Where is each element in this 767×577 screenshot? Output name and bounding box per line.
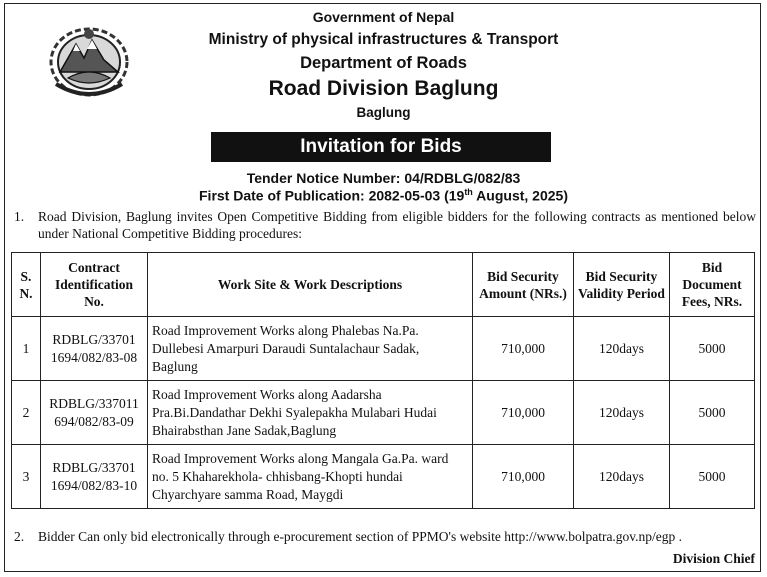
- invitation-banner: Invitation for Bids: [211, 132, 551, 162]
- header-validity-period: Bid Security Validity Period: [574, 253, 670, 317]
- row-bid-security-amount: 710,000: [473, 381, 574, 445]
- table-header-row: [12, 253, 755, 317]
- row-contract-id: RDBLG/33701 1694/082/83-08: [41, 317, 148, 381]
- header-contract-id: Contract Identification No.: [41, 253, 148, 317]
- row-document-fee: 5000: [670, 317, 755, 381]
- row-validity-period: 120days: [574, 381, 670, 445]
- row-sn: 1: [12, 317, 41, 381]
- row-validity-period: 120days: [574, 317, 670, 381]
- header-sn: S. N.: [12, 253, 41, 317]
- row-document-fee: 5000: [670, 381, 755, 445]
- header-work-description: Work Site & Work Descriptions: [148, 253, 473, 317]
- header-document-fees: Bid Document Fees, NRs.: [670, 253, 755, 317]
- paragraph-1-text: Road Division, Baglung invites Open Competitive Bidding from eligible bidders for the following contracts as mentioned below under National Competitive Bidding procedures:: [38, 209, 756, 241]
- ministry-title: Ministry of physical infrastructures & Transport: [208, 31, 559, 48]
- row-sn: 2: [12, 381, 41, 445]
- table-row: [12, 317, 755, 381]
- paragraph-2-number: 2.: [14, 529, 25, 544]
- row-contract-id: RDBLG/33701 1694/082/83-10: [41, 445, 148, 509]
- row-bid-security-amount: 710,000: [473, 445, 574, 509]
- table-row: [12, 445, 755, 509]
- department-title: Department of Roads: [300, 54, 467, 72]
- paragraph-1-number: 1.: [14, 209, 25, 224]
- row-bid-security-amount: 710,000: [473, 317, 574, 381]
- signatory-title: Division Chief: [672, 551, 755, 566]
- row-work-description: Road Improvement Works along Mangala Ga.Pa. ward no. 5 Khaharekhola- chhisbang-Khopti hundai Chyarchyare samma Road, Maygdi: [148, 445, 473, 509]
- row-work-description: Road Improvement Works along Aadarsha Pra.Bi.Dandathar Dekhi Syalepakha Mulabari Hudai Bhairabsthan Jane Sadak,Baglung: [148, 381, 473, 445]
- paragraph-1: [14, 208, 756, 242]
- header-bid-security-amount: Bid Security Amount (NRs.): [473, 253, 574, 317]
- division-location: Baglung: [356, 105, 411, 120]
- bids-table: [11, 252, 755, 509]
- paragraph-2-text: Bidder Can only bid electronically through e-procurement section of PPMO's website http://www.bolpatra.gov.np/egp .: [38, 529, 683, 544]
- row-contract-id: RDBLG/337011 694/082/83-09: [41, 381, 148, 445]
- table-row: [12, 381, 755, 445]
- division-title: Road Division Baglung: [268, 77, 499, 100]
- row-sn: 3: [12, 445, 41, 509]
- government-title: Government of Nepal: [312, 9, 455, 25]
- row-validity-period: 120days: [574, 445, 670, 509]
- publication-date: First Date of Publication: 2082-05-03 (19th August, 2025): [199, 187, 568, 204]
- tender-notice-number: Tender Notice Number: 04/RDBLG/082/83: [246, 170, 521, 186]
- row-work-description: Road Improvement Works along Phalebas Na.Pa. Dullebesi Amarpuri Daraudi Suntalachaur Sadak, Baglung: [148, 317, 473, 381]
- row-document-fee: 5000: [670, 445, 755, 509]
- paragraph-2: [14, 528, 756, 545]
